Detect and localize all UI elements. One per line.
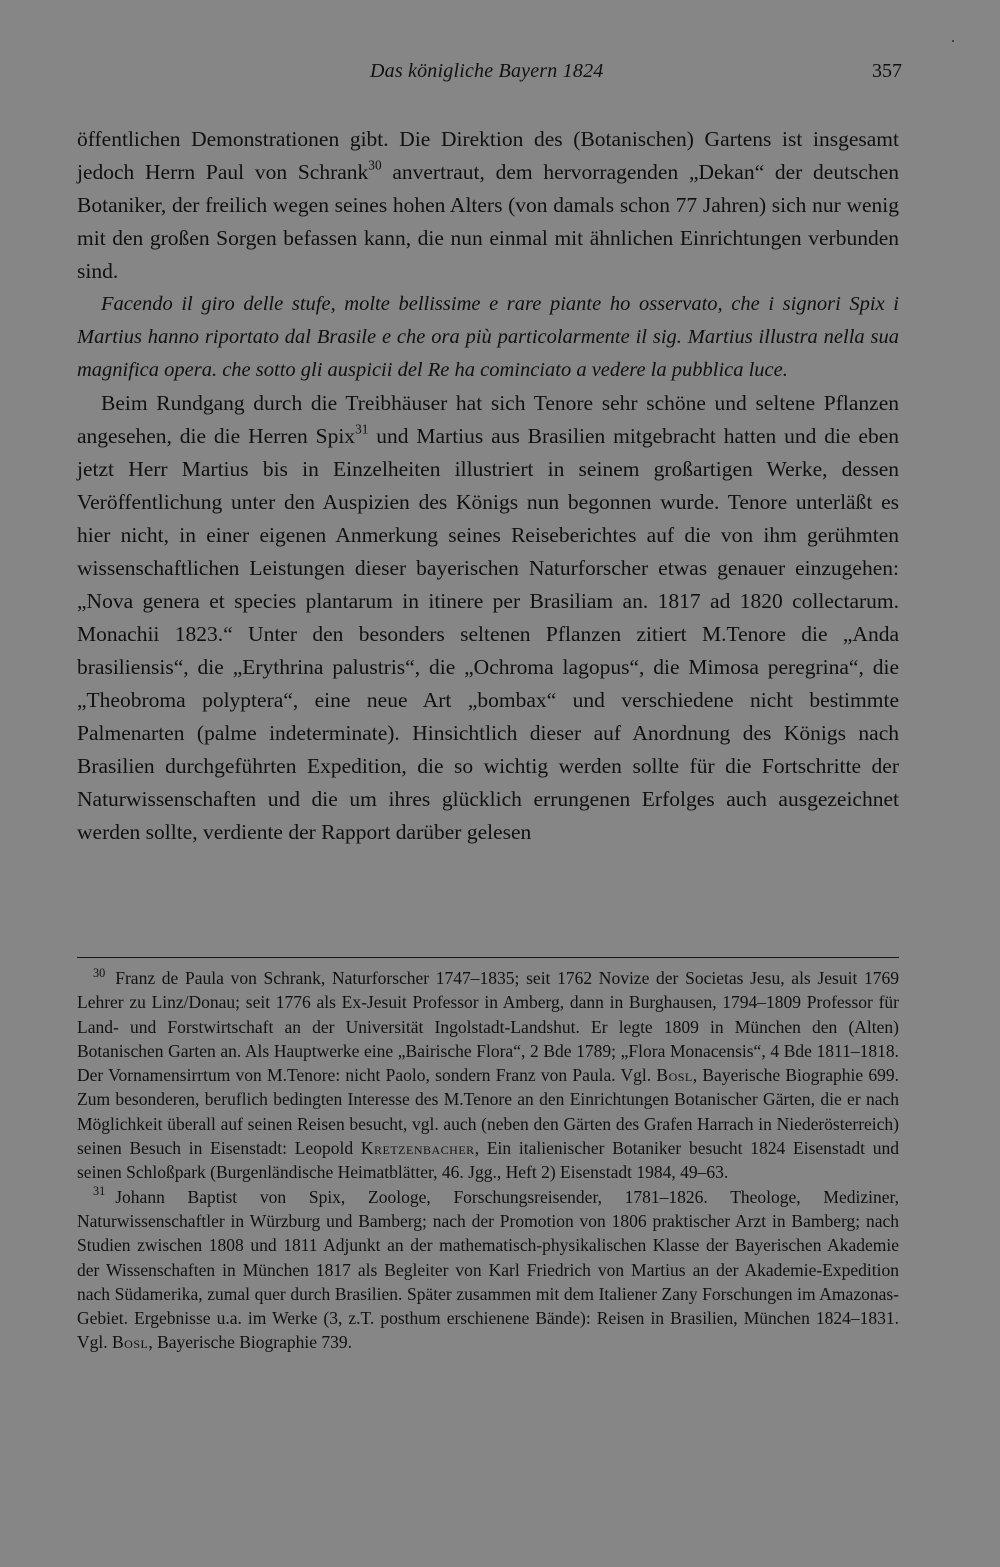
footnotes [77,966,899,1355]
author-name: Bosl [112,1332,149,1353]
paragraph-text: Beim Rundgang durch die Treibhäuser hat sich Tenore sehr schöne und seltene Pflanzen angesehen, die die Herren Spix [77,391,899,448]
main-text [77,123,899,849]
paragraph-text: anvertraut, dem hervorragenden „Dekan“ der deutschen Botaniker, der freilich wegen seines hohen Alters (von damals schon 77 Jahren) sich nur wenig mit den großen Sorgen befassen kann, die nun einmal mit ähnlichen Einrichtungen verbunden sind. [77,160,900,283]
footnote-text: , Ein italienischer Botaniker besucht 1824 Eisenstadt und seinen Schloßpark (Burgenländische Heimatblätter, 46. Jgg., Heft 2) Eisenstadt 1984, 49–63. [77,1138,900,1183]
footnote-30 [77,966,899,1185]
running-title: Das königliche Bayern 1824 [370,60,604,82]
paragraph-text: öffentlichen Demonstrationen gibt. Die Direktion des (Botanischen) Gartens ist insgesamt jedoch Herrn Paul von Schrank [77,127,899,184]
footnote-text: , Bayerische Biographie 699. Zum besonderen, beruflich bedingten Interesse des M.Tenore an den Einrichtungen Botanischer Gärten, die er nach Möglichkeit überall auf seinen Reisen besucht, vgl. auch (neben den Gärten des Grafen Harrach in Niederösterreich) seinen Besuch in Eisenstadt: Leopold [77,1065,899,1159]
page-number: 357 [872,60,902,82]
footnote-number: 31 [93,1184,106,1199]
paragraph [77,123,899,288]
author-name: Kretzenbacher [360,1138,475,1159]
paragraph-text: und Martius aus Brasilien mitgebracht hatten und die eben jetzt Herr Martius bis in Einzelheiten illustriert in seinem großartigen Werke, dessen Veröffentlichung unter den Auspizien des Königs nun begonnen wurde. Tenore unterläßt es hier nicht, in einer eigenen Anmerkung seines Reiseberichtes auf die von ihm gerühmten wissenschaftlichen Leistungen dieser bayerischen Naturforscher etwas genauer einzugehen: „Nova genera et species plantarum in itinere per Brasiliam an. 1817 ad 1820 collectarum. Monachii 1823.“ Unter den besonders seltenen Pflanzen zitiert M.Tenore die „Anda brasiliensis“, die „Erythrina palustris“, die „Ochroma lagopus“, die Mimosa peregrina“, die „Theobroma polyptera“, eine neue Art „bombax“ und verschiedene nicht bestimmte Palmenarten (palme indeterminate). Hinsichtlich dieser auf Anordnung des Königs nach Brasilien durchgeführten Expedition, die so wichtig werden sollte für die Fortschritte der Naturwissenschaften und die um ihres glücklich errungenen Erfolges auch ausgezeichnet werden sollte, verdiente der Rapport darüber gelesen [77,424,899,844]
footnote-text: Franz de Paula von Schrank, Naturforscher 1747–1835; seit 1762 Novize der Societas Jesu, als Jesuit 1769 Lehrer zu Linz/Donau; seit 1776 als Ex-Jesuit Professor in Amberg, dann in Burghausen, 1794–1809 Professor für Land- und Forstwirtschaft an der Universität Ingolstadt-Landshut. Er legte 1809 in München den (Alten) Botanischen Garten an. Als Hauptwerke eine „Bairische Flora“, 2 Bde 1789; „Flora Monacensis“, 4 Bde 1811–1818. Der Vornamensirrtum von M.Tenore: nicht Paolo, sondern Franz von Paula. Vgl. [77,968,899,1086]
footnote-text: Johann Baptist von Spix, Zoologe, Forschungsreisender, 1781–1826. Theologe, Mediziner, Naturwissenschaftler in Würzburg und Bamberg; nach der Promotion von 1806 praktischer Arzt in Bamberg; nach Studien zwischen 1808 und 1811 Adjunkt an der mathematisch-physikalischen Klasse der Bayerischen Akademie der Wissenschaften in München 1817 als Begleiter von Karl Friedrich von Martius an der Akademie-Expedition nach Südamerika, zumal quer durch Brasilien. Später zusammen mit dem Italiener Zany Forschungen im Amazonas-Gebiet. Ergebnisse u.a. im Werke (3, z.T. posthum erschienene Bände): Reisen in Brasilien, München 1824–1831. Vgl. [77,1186,899,1353]
italian-quotation: Facendo il giro delle stufe, molte bellissime e rare piante ho osservato, che i signori Spix i Martius hanno riportato dal Brasile e che ora più particolarmente il sig. Martius illustra nella sua magnifica opera. che sotto gli auspicii del Re ha cominciato a vedere la pubblica luce. [77,293,899,381]
paragraph [77,387,899,849]
scan-speck [952,40,954,42]
footnote-number: 30 [93,965,106,980]
footnote-separator [77,957,899,958]
footnote-text: , Bayerische Biographie 739. [148,1332,352,1353]
footnote-reference: 31 [355,421,369,437]
footnote-reference: 30 [368,157,382,173]
author-name: Bosl [656,1065,693,1086]
footnote-31 [77,1185,899,1355]
